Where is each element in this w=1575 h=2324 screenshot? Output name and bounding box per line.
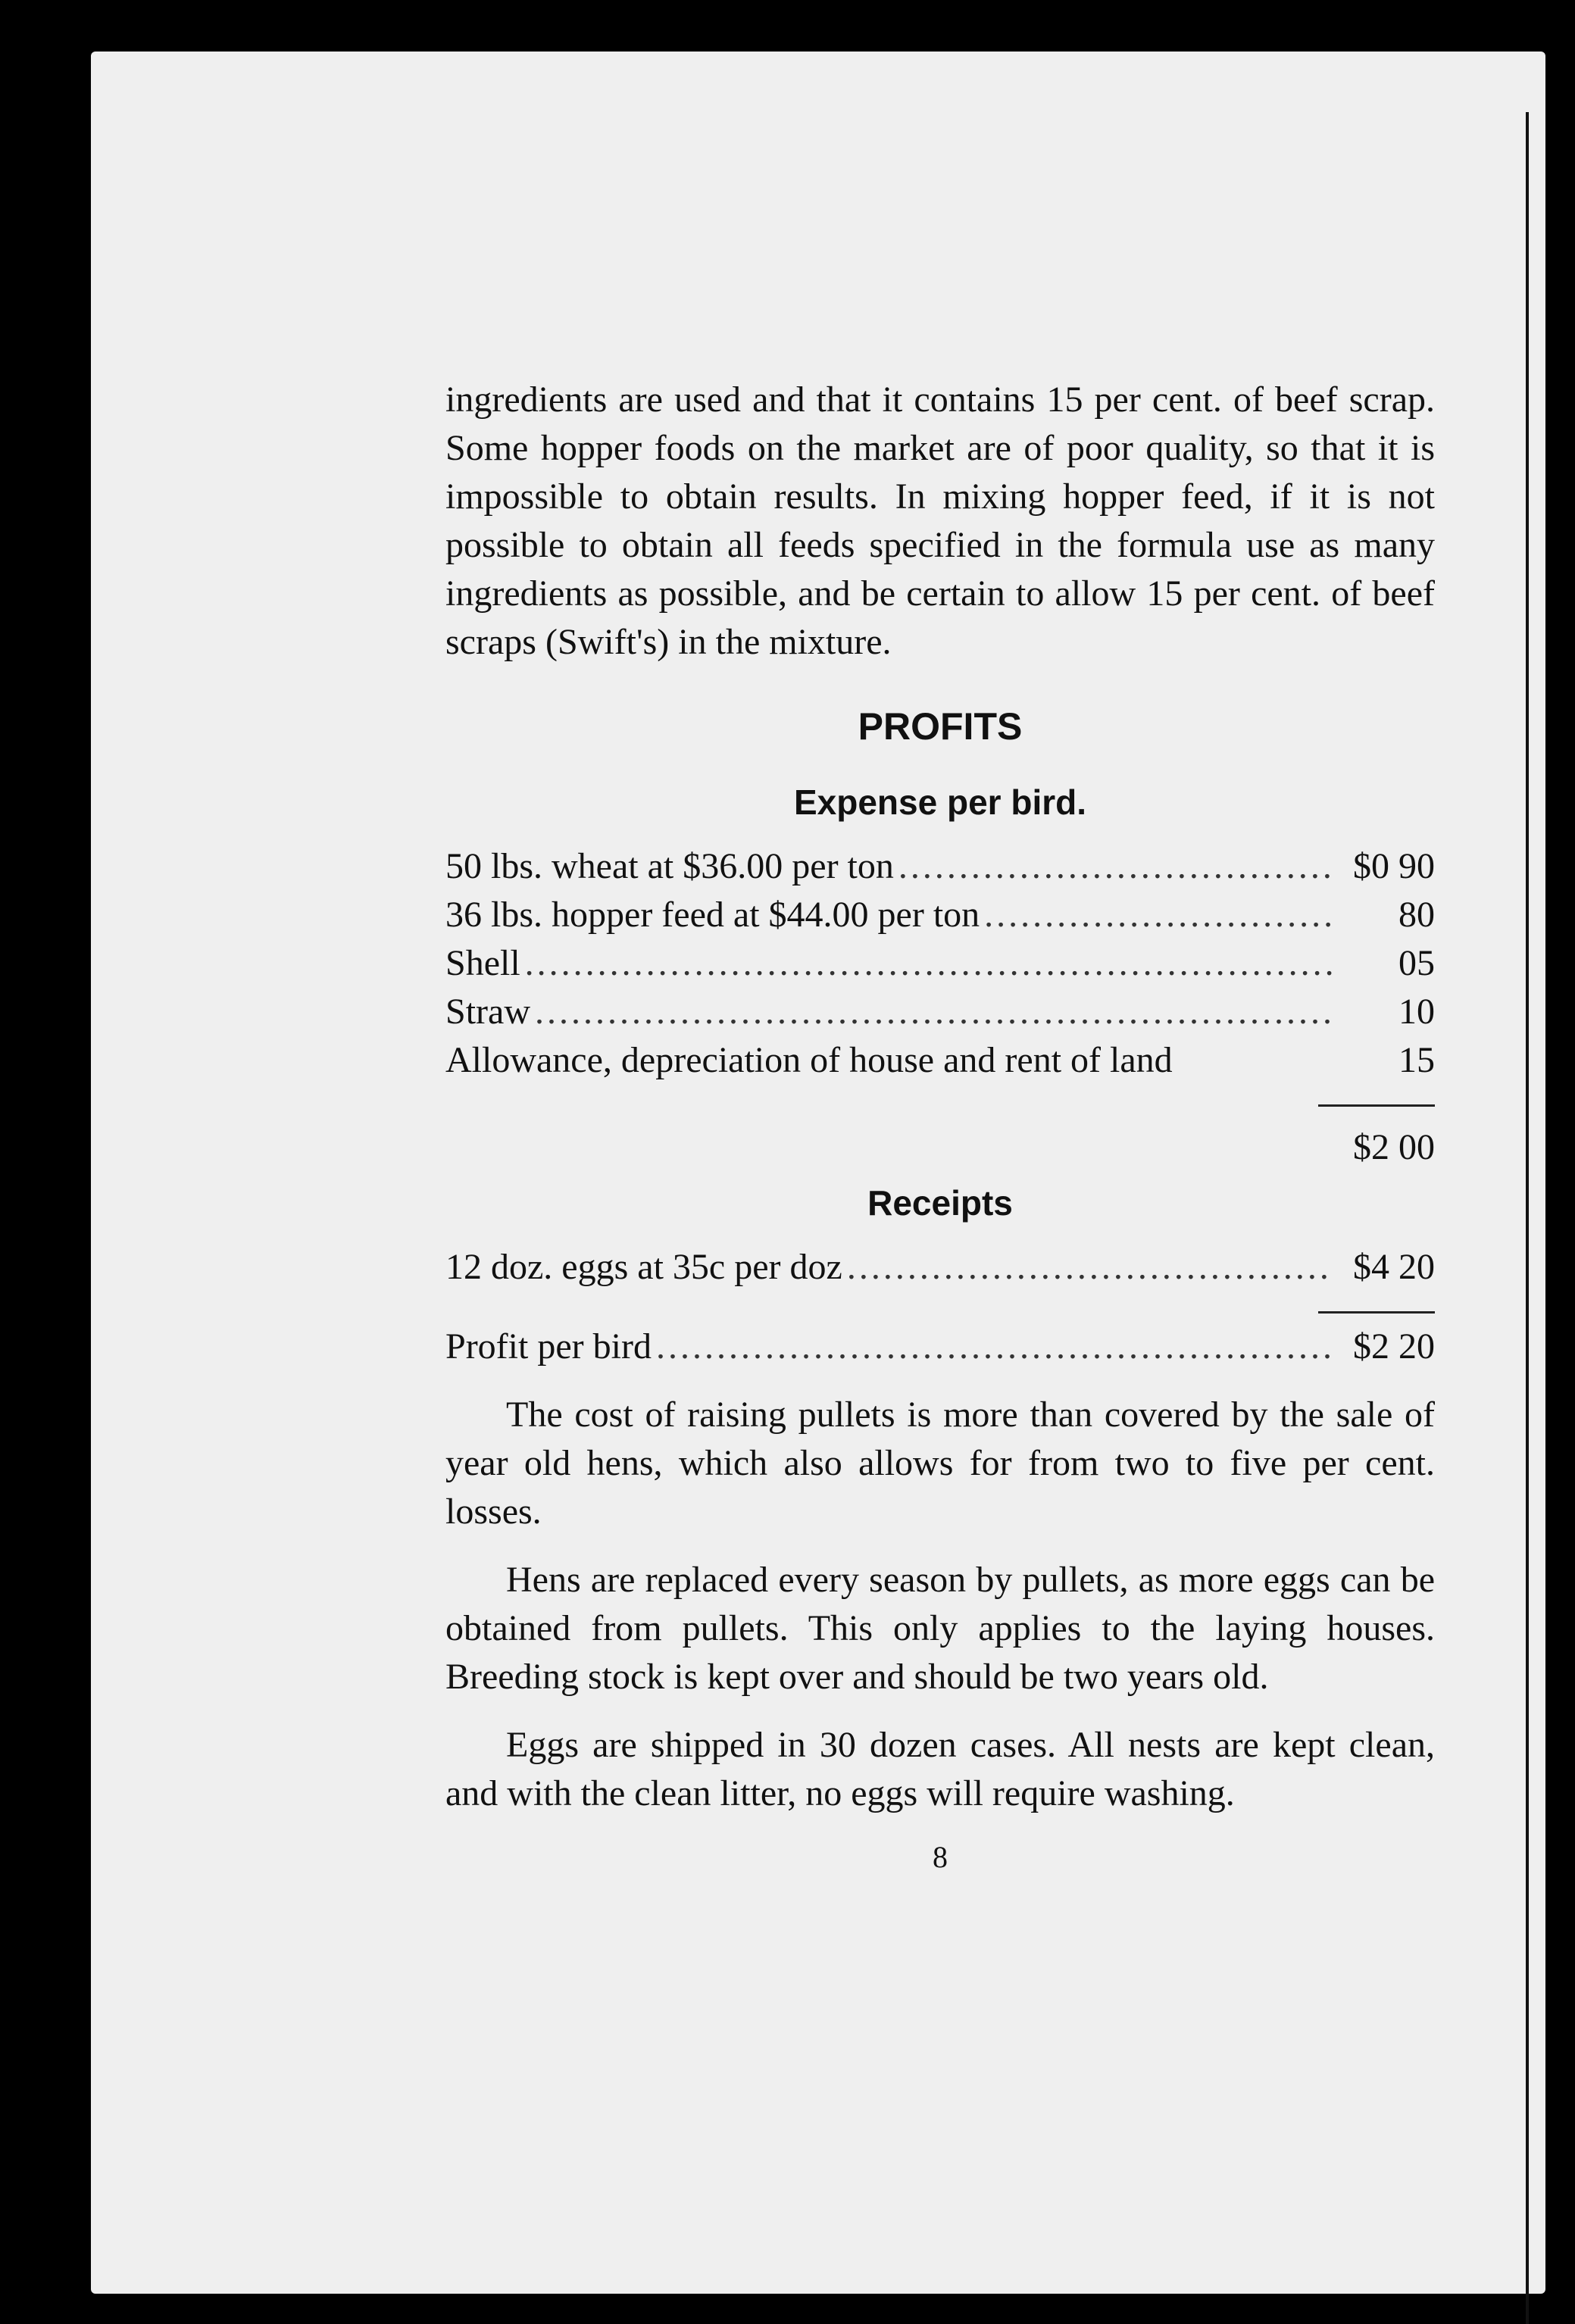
receipt-amount: $4 20 [1353,1247,1435,1287]
receipt-row [445,1243,1435,1292]
expense-amount: 15 [1398,1040,1435,1080]
expense-table [445,842,1435,1172]
expense-label: Allowance, depreciation of house and rent of land [445,1040,1173,1080]
sum-rule [1318,1104,1435,1107]
expense-row [445,842,1435,891]
expense-total: $2 00 [1353,1127,1435,1167]
dot-leader [984,891,1332,939]
dot-leader [898,842,1332,891]
dot-leader [656,1323,1332,1371]
intro-paragraph: ingredients are used and that it contains 15 per cent. of beef scrap. Some hopper foods on the market are of poor quality, so that it is impossible to obtain results. In mixing hopper feed, if it is not possible to obtain all feeds specified in the formula use as many ingredients as possible, and be certain to allow 15 per cent. of beef scraps (Swift's) in the mixture. [445,380,1435,662]
profit-amount: $2 20 [1353,1326,1435,1367]
dot-leader [535,988,1332,1036]
sum-rule [1318,1311,1435,1313]
dot-leader [847,1243,1332,1292]
dot-leader [525,939,1332,988]
expense-amount: 05 [1398,943,1435,983]
expense-row [445,939,1435,988]
profit-row [445,1323,1435,1371]
page-number: 8 [933,1840,948,1874]
expense-row [445,988,1435,1036]
profits-heading: PROFITS [858,705,1023,748]
profit-label: Profit per bird [445,1326,652,1367]
body-paragraph: Hens are replaced every season by pullets, as more eggs can be obtained from pullets. This only applies to the laying houses. Breeding stock is kept over and should be two years old. [445,1560,1435,1697]
page-content [445,376,1435,1882]
expense-label: Straw [445,992,530,1032]
expense-label: 36 lbs. hopper feed at $44.00 per ton [445,895,980,935]
expense-label: 50 lbs. wheat at $36.00 per ton [445,846,894,886]
receipts-table [445,1243,1435,1371]
expense-row [445,1036,1435,1085]
expense-row [445,891,1435,939]
receipts-heading: Receipts [867,1183,1013,1223]
expense-label: Shell [445,943,520,983]
body-paragraph: Eggs are shipped in 30 dozen cases. All nests are kept clean, and with the clean litter, no eggs will require washing. [445,1725,1435,1813]
expense-heading: Expense per bird. [793,782,1086,822]
page-edge-line [1526,112,1529,2324]
expense-amount: $0 90 [1353,846,1435,886]
receipt-label: 12 doz. eggs at 35c per doz [445,1247,842,1287]
expense-amount: 80 [1398,895,1435,935]
expense-amount: 10 [1398,992,1435,1032]
body-paragraph: The cost of raising pullets is more than covered by the sale of year old hens, which also allows for from two to five per cent. losses. [445,1395,1435,1532]
scanned-page [91,52,1545,2294]
